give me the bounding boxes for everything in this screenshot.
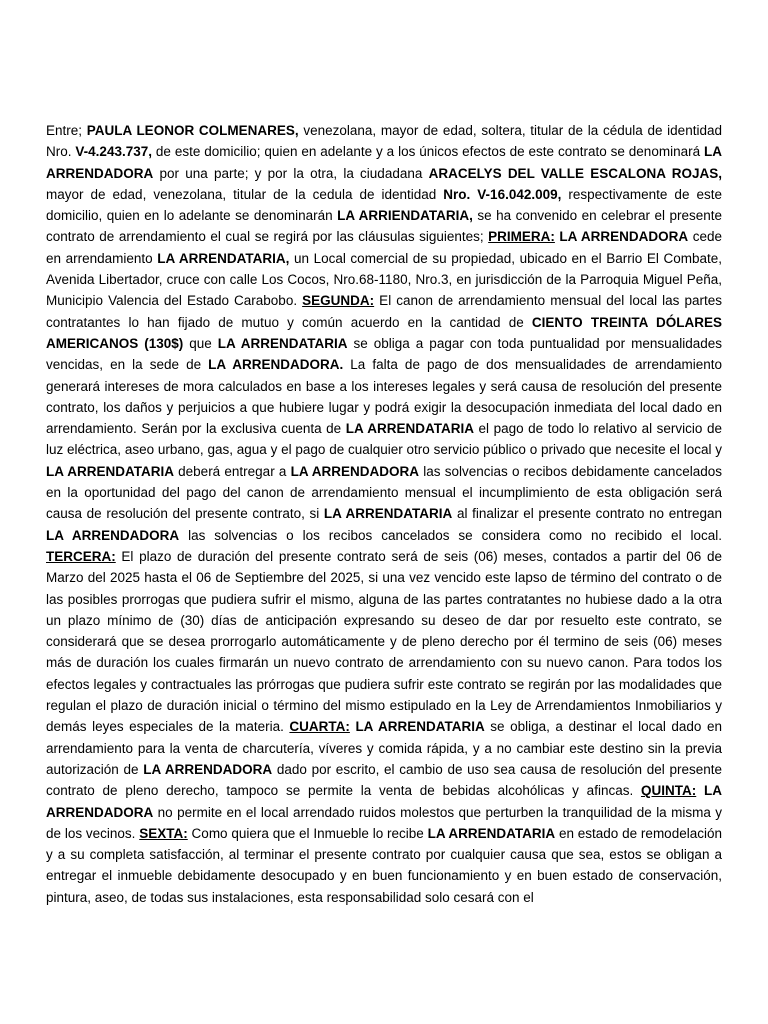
contract-text: las solvencias o recibos debidamente cancelados en la oportunidad del pago del canon de arrendamiento mensual el incumplimiento de esta obligación será causa de resolución del presente contrato, si xyxy=(46,463,722,522)
bold-term: Nro. V-16.042.009, xyxy=(443,186,562,202)
bold-term: CIENTO TREINTA DÓLARES AMERICANOS (130$) xyxy=(46,314,722,351)
bold-term: LA ARRENDATARIA xyxy=(46,463,174,479)
bold-term: V-4.243.737, xyxy=(75,144,152,160)
clause-heading: SEXTA: xyxy=(139,825,188,841)
contract-text: al finalizar el presente contrato no entregan xyxy=(452,506,722,522)
bold-term: LA ARRENDADORA xyxy=(143,761,273,777)
bold-term: LA ARRENDADORA xyxy=(559,229,689,245)
bold-term: LA ARRENDATARIA xyxy=(345,421,474,437)
contract-text: El plazo de duración del presente contrato será de seis (06) meses, contados a partir del 06 de Marzo del 2025 hasta el 06 de Septiembre del 2025, si una vez vencido este lapso de término del contrato o de las posibles prorrogas que pudiera sufrir el mismo, alguna de las partes contratantes no hubiese dado a la otra un plazo mínimo de (30) días de anticipación expresando su deseo de dar por resuelto este contrato, se considerará que se desea prorrogarlo automáticamente y de pleno derecho por él termino de seis (06) meses más de duración los cuales firmarán un nuevo contrato de arrendamiento con su nuevo canon. Para todos los efectos legales y contractuales las prórrogas que pudiera sufrir este contrato se regirán por las modalidades que regulan el plazo de duración inicial o término del mismo estipulado en la Ley de Arrendamientos Inmobiliarios y demás leyes especiales de la materia. xyxy=(46,548,722,735)
contract-text: venezolana, mayor de edad, soltera, titular de la cédula de identidad Nro. xyxy=(46,123,722,160)
bold-term: LA ARRENDADORA xyxy=(46,527,180,543)
contract-text: por una parte; y por la otra, la ciudadana xyxy=(153,165,429,181)
contract-text: un Local comercial de su propiedad, ubicado en el Barrio El Combate, Avenida Libertador, cruce con calle Los Cocos, Nro.68-1180, Nro.3, en jurisdicción de la Parroquia Miguel Peña, Municipio Valencia del Estado Carabobo. xyxy=(46,250,722,309)
contract-text: se obliga, a destinar el local dado en arrendamiento para la venta de charcutería, víveres y comida rápida, y a no cambiar este destino sin la previa autorización de xyxy=(46,719,722,777)
bold-term: LA ARRENDADORA xyxy=(290,463,420,479)
contract-text: se obliga a pagar con toda puntualidad por mensualidades vencidas, en la sede de xyxy=(46,335,722,373)
contract-text xyxy=(696,783,704,798)
contract-text: El canon de arrendamiento mensual del local las partes contratantes lo han fijado de mutuo y común acuerdo en la cantidad de xyxy=(46,293,722,330)
contract-text: mayor de edad, venezolana, titular de la cedula de identidad xyxy=(46,186,444,202)
clause-heading: QUINTA: xyxy=(640,783,697,799)
bold-term: LA ARRENDATARIA xyxy=(427,825,556,841)
contract-text: no permite en el local arrendado ruidos molestos que perturben la tranquilidad de la misma y de los vecinos. xyxy=(46,804,722,841)
contract-text: Como quiera que el Inmueble lo recibe xyxy=(187,825,428,841)
contract-text: cede en arrendamiento xyxy=(46,229,722,266)
contract-text: las solvencias o los recibos cancelados se considera como no recibido el local. xyxy=(179,527,722,543)
contract-text: el pago de todo lo relativo al servicio de luz eléctrica, aseo urbano, gas, agua y el pago de cualquier otro servicio público o privado que necesite el local y xyxy=(46,421,722,458)
bold-term: PAULA LEONOR COLMENARES, xyxy=(86,123,299,138)
clause-heading: PRIMERA: xyxy=(488,229,555,245)
contract-text: Entre; xyxy=(46,123,87,138)
clause-heading: SEGUNDA: xyxy=(302,293,375,309)
bold-term: ARACELYS DEL VALLE ESCALONA ROJAS, xyxy=(428,165,722,181)
bold-term: LA ARRENDADORA. xyxy=(208,357,344,373)
contract-text: deberá entregar a xyxy=(173,463,291,479)
bold-term: LA ARRENDADORA xyxy=(46,144,722,181)
contract-text: dado por escrito, el cambio de uso sea causa de resolución del presente contrato de pleno derecho, tampoco se permite la venta de bebidas alcohólicas y afincas. xyxy=(46,761,723,799)
contract-text: se ha convenido en celebrar el presente contrato de arrendamiento el cual se regirá por las cláusulas siguientes; xyxy=(46,208,722,245)
clause-heading: TERCERA: xyxy=(46,548,116,564)
bold-term: LA ARRIENDATARIA, xyxy=(337,208,473,224)
contract-text: que xyxy=(183,335,218,351)
contract-text: respectivamente de este domicilio, quien en lo adelante se denominarán xyxy=(46,186,722,224)
contract-text: en estado de remodelación y a su completa satisfacción, al terminar el presente contrato por cualquier causa que sea, estos se obligan a entregar el inmueble debidamente desocupado y en buen funcionamiento y en buen estado de conservación, pintura, aseo, de todas sus instalaciones, esta responsabilidad solo cesará con el xyxy=(46,825,722,905)
bold-term: LA ARRENDATARIA xyxy=(355,719,485,735)
bold-term: LA ARRENDATARIA xyxy=(323,506,453,522)
contract-text: de este domicilio; quien en adelante y a los únicos efectos de este contrato se denominará xyxy=(152,144,704,160)
bold-term: LA ARRENDADORA xyxy=(46,783,722,820)
clause-heading: CUARTA: xyxy=(289,719,350,735)
contract-text: La falta de pago de dos mensualidades de arrendamiento generará intereses de mora calculados en base a los intereses legales y será causa de resolución del presente contrato, los daños y perjuicios a que hubiere lugar y podrá exigir la desocupación inmediata del local dado en arrendamiento. Serán por la exclusiva cuenta de xyxy=(46,357,722,437)
bold-term: LA ARRENDATARIA xyxy=(217,335,348,351)
bold-term: LA ARRENDATARIA, xyxy=(157,250,290,266)
contract-paragraph xyxy=(46,120,722,908)
